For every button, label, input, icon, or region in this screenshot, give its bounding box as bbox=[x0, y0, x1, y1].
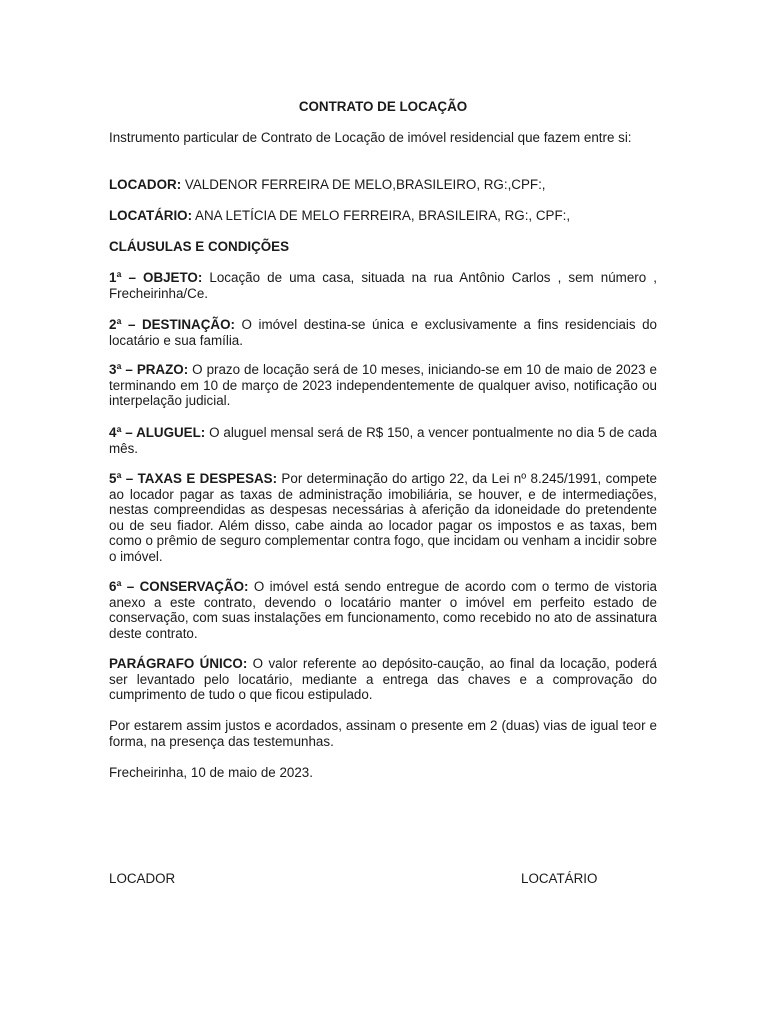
document-title: CONTRATO DE LOCAÇÃO bbox=[298, 99, 468, 114]
clauses-heading: CLÁUSULAS E CONDIÇÕES bbox=[109, 239, 290, 254]
clause-label: 5ª – TAXAS E DESPESAS: bbox=[109, 471, 278, 486]
intro-paragraph: Instrumento particular de Contrato de Locação de imóvel residencial que fazem entre si: bbox=[109, 130, 632, 145]
locatario-paragraph bbox=[109, 208, 657, 224]
signature-locatario: LOCATÁRIO bbox=[521, 871, 598, 886]
locador-paragraph bbox=[109, 177, 657, 193]
clause-text: O aluguel mensal será de R$ 150, a vencer pontualmente no dia 5 de cada mês. bbox=[109, 425, 657, 456]
clause-text: O imóvel destina-se única e exclusivamente a fins residenciais do locatário e sua família. bbox=[109, 317, 658, 348]
signature-locador: LOCADOR bbox=[109, 871, 176, 886]
clause-label: 2ª – DESTINAÇÃO: bbox=[109, 317, 235, 332]
contract-page bbox=[109, 0, 657, 1024]
clause-aluguel bbox=[109, 425, 657, 456]
clause-text: O imóvel está sendo entregue de acordo com o termo de vistoria anexo a este contrato, devendo o locatário manter o imóvel em perfeito estado de conservação, com suas instalações em funcionamento, como recebido no ato de assinatura deste contrato. bbox=[109, 579, 657, 641]
locador-label: LOCADOR: bbox=[109, 177, 182, 192]
clause-taxas-despesas bbox=[109, 471, 657, 565]
place-date: Frecheirinha, 10 de maio de 2023. bbox=[109, 765, 313, 780]
clause-text: O prazo de locação será de 10 meses, iniciando-se em 10 de maio de 2023 e terminando em 10 de março de 2023 independentemente de qualquer aviso, notificação ou interpelação judicial. bbox=[109, 362, 657, 409]
clause-conservacao bbox=[109, 579, 657, 641]
clause-label: 1ª – OBJETO: bbox=[109, 270, 203, 285]
locatario-label: LOCATÁRIO: bbox=[109, 208, 193, 223]
paragrafo-unico bbox=[109, 656, 657, 703]
clause-label: 3ª – PRAZO: bbox=[109, 362, 189, 377]
paragrafo-unico-label: PARÁGRAFO ÚNICO: bbox=[109, 656, 248, 671]
clause-text: Por determinação do artigo 22, da Lei nº 8.245/1991, compete ao locador pagar as taxas de administração imobiliária, se houver, e de intermediações, nestas compreendidas as despesas necessárias à aferição da idoneidade do pretendente ou de seu fiador. Além disso, cabe ainda ao locador pagar os impostos e as taxas, bem como o prêmio de seguro complementar contra fogo, que incidam ou venham a incidir sobre o imóvel. bbox=[109, 471, 657, 564]
clause-label: 4ª – ALUGUEL: bbox=[109, 425, 206, 440]
closing-paragraph: Por estarem assim justos e acordados, assinam o presente em 2 (duas) vias de igual teor e forma, na presença das testemunhas. bbox=[109, 718, 657, 749]
clause-text: Locação de uma casa, situada na rua Antônio Carlos , sem número , Frecheirinha/Ce. bbox=[109, 270, 657, 301]
locatario-text: ANA LETÍCIA DE MELO FERREIRA, BRASILEIRA, RG:, CPF:, bbox=[192, 208, 571, 223]
locador-text: VALDENOR FERREIRA DE MELO,BRASILEIRO, RG:,CPF:, bbox=[181, 177, 546, 192]
paragrafo-unico-text: O valor referente ao depósito-caução, ao final da locação, poderá ser levantado pelo locatário, mediante a entrega das chaves e a comprovação do cumprimento de tudo o que ficou estipulado. bbox=[109, 656, 657, 703]
clause-objeto bbox=[109, 270, 657, 301]
clause-label: 6ª – CONSERVAÇÃO: bbox=[109, 579, 249, 594]
clause-prazo bbox=[109, 362, 657, 409]
clause-destinacao bbox=[109, 317, 657, 348]
